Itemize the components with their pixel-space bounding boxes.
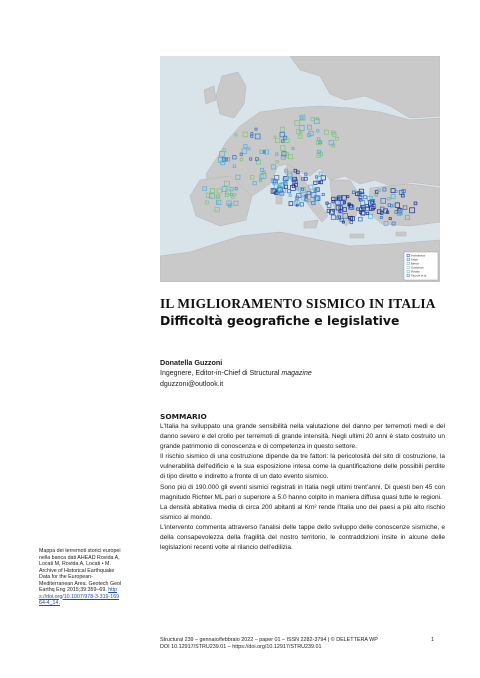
legend-label: Ambraseys: [411, 253, 425, 258]
legend-label: Aslan: [411, 257, 418, 262]
figure-caption: [39, 548, 122, 607]
caption-text: Mappa dei terremoti storici europei nella banca dati AHEAD Rovida A, Locati M, Rovida A, Locati • M. Archive of Historical Earthquake Data for the European-Mediterranean Area. Geotech Geol Earthq Eng 2015;39:359–69.: [39, 548, 122, 593]
summary-heading: SOMMARIO: [160, 412, 207, 421]
page-footer: [160, 637, 445, 651]
author-role: [160, 368, 460, 379]
summary-paragraph: L'intervento commenta attraverso l'analisi delle tappe dello sviluppo delle conoscenze sismiche, e della consapevolezza della fragilità del nostro territorio, le contraddizioni insite in alcune delle legislazioni recenti volte al rilancio dell'edilizia.: [160, 523, 445, 552]
summary-paragraph: Sono più di 190.000 gli eventi sismici registrati in Italia negli ultimi trent'anni. Di questi ben 45 con magnitudo Richter ML pari o superiore a 5.0 hanno colpito in maniera diffusa quasi tutte le regioni.: [160, 483, 445, 501]
author-name: Donatella Guzzoni: [160, 358, 223, 367]
map-graphic: [160, 56, 440, 282]
article-title: IL MIGLIORAMENTO SISMICO IN ITALIA: [160, 296, 436, 311]
legend-label: Berton: [411, 261, 420, 266]
summary-paragraph: La densità abitativa media di circa 200 abitanti al Km² rende l'Italia uno dei paesi a più alto rischio sismico al mondo.: [160, 503, 445, 521]
footer-line-1: Structural 239 – gennaio/febbraio 2022 – paper 01 – ISSN 2282-3794 | © DELETTERA WP: [160, 637, 378, 643]
summary-paragraph: Il rischio sismico di una costruzione dipende da tre fattori: la pericolosità del sito di costruzione, la vulnerabilità dell'edificio e la sua esposizione intesa come la quantificazione delle possibili perdite di tipo diretto e indiretto a fronte di un dato evento sismico.: [160, 453, 445, 481]
legend-label: Stucchi et al.: [411, 273, 428, 278]
page-number: 1: [431, 637, 434, 643]
author-email[interactable]: dguzzoni@outlook.it: [160, 381, 224, 388]
summary-paragraph: L'Italia ha sviluppato una grande sensibilità nella valutazione del danno per terremoti medi e del danno severo e del crollo per terremoti di grande intensità. Negli ultimi 20 anni è stato costruito un grande patrimonio di conoscenza e di competenza in questo settore.: [160, 423, 445, 451]
earthquake-map-figure: [160, 56, 440, 282]
caption-doi-link[interactable]: https://doi.org/10.1007/978-3-319-16964-4_14.: [39, 587, 120, 606]
author-role-italic: magazine: [281, 370, 312, 377]
summary-body: [160, 422, 445, 553]
footer-line-2: DOI 10.12917/STRU239.01 – https://doi.org/10.12917/STRU239.01: [160, 644, 322, 650]
article-subtitle: Difficoltà geografiche e legislative: [160, 313, 400, 328]
map-legend: [404, 252, 438, 280]
author-block: [160, 357, 460, 390]
legend-label: Guidoboni: [411, 265, 424, 270]
author-role-text: Ingegnere, Editor-in-Chief di Structural: [160, 370, 282, 377]
legend-label: Rovida: [411, 269, 420, 274]
